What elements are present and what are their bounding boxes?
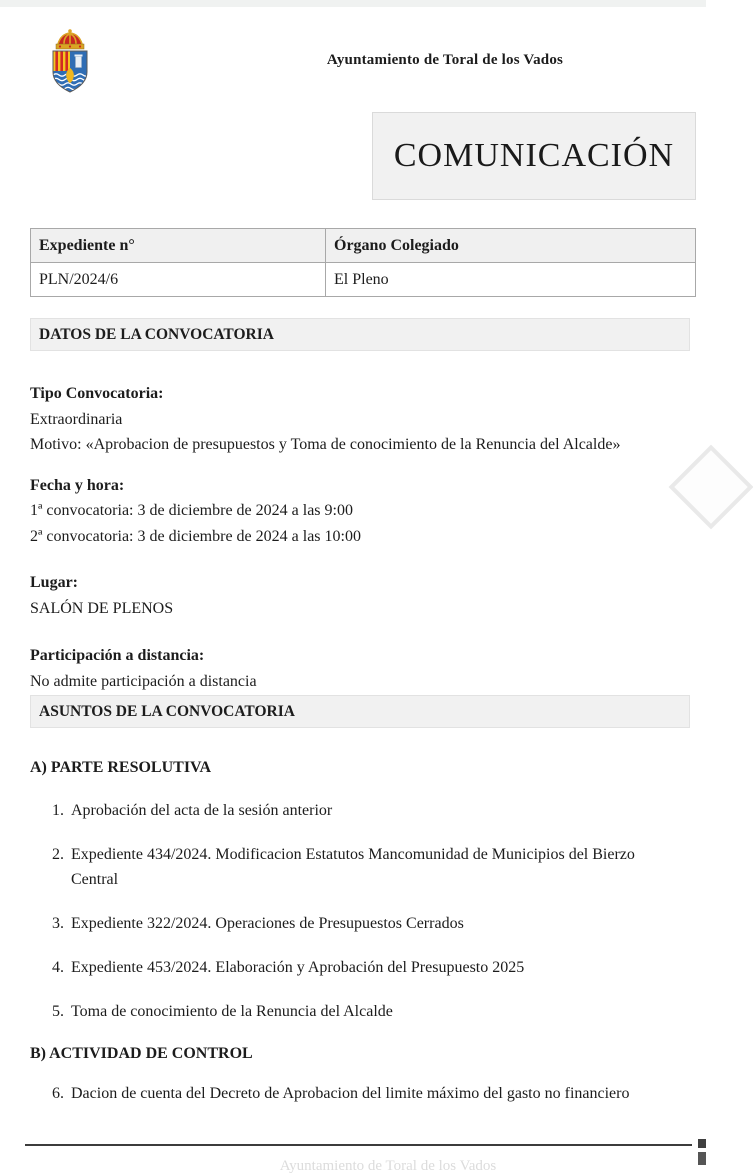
- primera-convocatoria: 1ª convocatoria: 3 de diciembre de 2024 a las 9:00: [30, 502, 353, 519]
- parte-b-list: [30, 1081, 683, 1125]
- motivo-text: Motivo: «Aprobacion de presupuestos y Toma de conocimiento de la Renuncia del Alcalde»: [30, 436, 621, 453]
- expediente-header-cell: Expediente n°: [31, 229, 326, 263]
- agenda-item: 4. Expediente 453/2024. Elaboración y Aprobación del Presupuesto 2025: [68, 955, 683, 980]
- lugar-label: Lugar:: [30, 574, 78, 591]
- parte-a-list: [30, 798, 683, 1043]
- top-edge-strip: [0, 0, 706, 7]
- actividad-control-heading: B) ACTIVIDAD DE CONTROL: [30, 1045, 253, 1062]
- table-data-row: [31, 263, 696, 297]
- datos-content: [30, 381, 690, 694]
- agenda-item: 3. Expediente 322/2024. Operaciones de Presupuestos Cerrados: [68, 911, 683, 936]
- footer-org-name: Ayuntamiento de Toral de los Vados: [279, 1158, 497, 1174]
- agenda-item: 2. Expediente 434/2024. Modificacion Estatutos Mancomunidad de Municipios del Bierzo Central: [68, 842, 683, 892]
- organo-value-cell: El Pleno: [326, 263, 696, 297]
- expediente-value-cell: PLN/2024/6: [31, 263, 326, 297]
- lugar-value: SALÓN DE PLENOS: [30, 599, 174, 617]
- bottom-divider: [25, 1144, 692, 1146]
- document-type-title: COMUNICACIÓN: [393, 137, 675, 174]
- organo-header-cell: Órgano Colegiado: [326, 229, 696, 263]
- tipo-convocatoria-value: Extraordinaria: [30, 410, 123, 428]
- document-type-box: [372, 112, 696, 200]
- datos-section-header: DATOS DE LA CONVOCATORIA: [30, 318, 690, 351]
- tipo-convocatoria-label: Tipo Convocatoria:: [30, 385, 164, 402]
- participacion-label: Participación a distancia:: [30, 647, 205, 664]
- edge-fragment: [698, 1152, 706, 1165]
- asuntos-section-header: ASUNTOS DE LA CONVOCATORIA: [30, 695, 690, 728]
- agenda-item: 6. Dacion de cuenta del Decreto de Aprobacion del limite máximo del gasto no financiero: [68, 1081, 683, 1106]
- fecha-hora-label: Fecha y hora:: [30, 476, 125, 494]
- agenda-item: 5. Toma de conocimiento de la Renuncia del Alcalde: [68, 999, 683, 1024]
- expediente-table: [30, 228, 696, 297]
- parte-resolutiva-heading: A) PARTE RESOLUTIVA: [30, 759, 212, 776]
- participacion-value: No admite participación a distancia: [30, 672, 257, 690]
- segunda-convocatoria: 2ª convocatoria: 3 de diciembre de 2024 a las 10:00: [30, 527, 361, 545]
- edge-fragment: [698, 1139, 706, 1148]
- agenda-item: 1. Aprobación del acta de la sesión anterior: [68, 798, 683, 823]
- table-header-row: [31, 229, 696, 263]
- organization-name: Ayuntamiento de Toral de los Vados: [326, 52, 564, 68]
- coat-of-arms-icon: [44, 27, 96, 96]
